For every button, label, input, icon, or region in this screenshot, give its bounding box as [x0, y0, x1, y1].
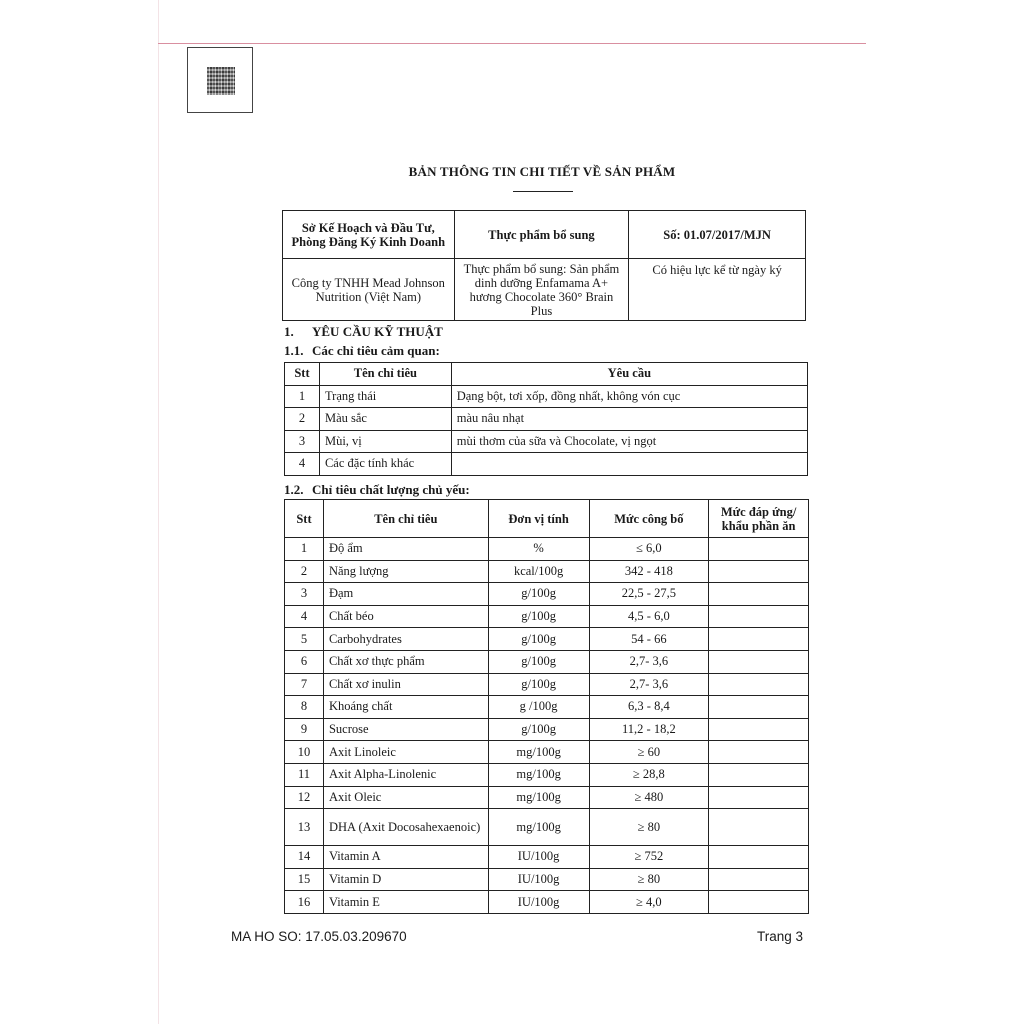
row-index: 9: [285, 718, 324, 741]
section-number: 1.2.: [284, 482, 304, 497]
declared-level: 22,5 - 27,5: [589, 583, 709, 606]
serving-level: [709, 809, 809, 846]
unit: mg/100g: [488, 763, 589, 786]
criterion-name: Axit Oleic: [323, 786, 488, 809]
table-row: [285, 628, 809, 651]
criterion-name: Chất béo: [323, 605, 488, 628]
row-index: 10: [285, 741, 324, 764]
declared-level: ≤ 6,0: [589, 538, 709, 561]
info-category: Thực phẩm bổ sung: [454, 211, 629, 259]
table-row: [285, 430, 808, 453]
criterion-requirement: màu nâu nhạt: [451, 408, 807, 431]
declared-level: 54 - 66: [589, 628, 709, 651]
serving-level: [709, 718, 809, 741]
serving-level: [709, 741, 809, 764]
unit: g/100g: [488, 673, 589, 696]
unit: g/100g: [488, 605, 589, 628]
row-index: 3: [285, 583, 324, 606]
declared-level: ≥ 80: [589, 809, 709, 846]
column-header: Tên chỉ tiêu: [319, 363, 451, 386]
row-index: 3: [285, 430, 320, 453]
serving-level: [709, 605, 809, 628]
info-product-name: Thực phẩm bổ sung: Sản phẩm dinh dưỡng Enfamama A+ hương Chocolate 360° Brain Plus: [454, 259, 629, 321]
row-index: 1: [285, 385, 320, 408]
declared-level: ≥ 480: [589, 786, 709, 809]
page-top-rule: [158, 43, 866, 44]
table-row: [285, 696, 809, 719]
criterion-name: Vitamin E: [323, 891, 488, 914]
info-document-number: Số: 01.07/2017/MJN: [629, 211, 806, 259]
info-body-row: [283, 259, 806, 321]
criterion-name: Màu sắc: [319, 408, 451, 431]
serving-level: [709, 583, 809, 606]
document-title: BẢN THÔNG TIN CHI TIẾT VỀ SẢN PHẨM: [408, 164, 676, 179]
column-header: Tên chỉ tiêu: [323, 500, 488, 538]
table-header-row: [285, 363, 808, 386]
row-index: 2: [285, 560, 324, 583]
row-index: 16: [285, 891, 324, 914]
serving-level: [709, 891, 809, 914]
qr-code-icon: [207, 67, 235, 95]
column-header: Mức công bố: [589, 500, 709, 538]
unit: IU/100g: [488, 868, 589, 891]
row-index: 6: [285, 650, 324, 673]
serving-level: [709, 763, 809, 786]
table-row: [285, 650, 809, 673]
table-row: [285, 846, 809, 869]
column-header: Stt: [285, 363, 320, 386]
section-1-2-heading: [284, 482, 470, 498]
unit: kcal/100g: [488, 560, 589, 583]
table-row: [285, 453, 808, 476]
table-row: [285, 868, 809, 891]
declared-level: 4,5 - 6,0: [589, 605, 709, 628]
section-number: 1.: [284, 324, 294, 339]
page-margin-line: [158, 0, 159, 1024]
criterion-name: Đạm: [323, 583, 488, 606]
section-title: Các chỉ tiêu cảm quan:: [312, 343, 440, 358]
row-index: 14: [285, 846, 324, 869]
unit: IU/100g: [488, 891, 589, 914]
unit: g/100g: [488, 718, 589, 741]
serving-level: [709, 673, 809, 696]
serving-level: [709, 846, 809, 869]
declared-level: ≥ 28,8: [589, 763, 709, 786]
criterion-requirement: [451, 453, 807, 476]
table-row: [285, 763, 809, 786]
declared-level: 2,7- 3,6: [589, 650, 709, 673]
section-title: Chỉ tiêu chất lượng chủ yếu:: [312, 482, 470, 497]
criterion-name: Các đặc tính khác: [319, 453, 451, 476]
info-company: Công ty TNHH Mead Johnson Nutrition (Việt Nam): [283, 259, 455, 321]
serving-level: [709, 560, 809, 583]
table-row: [285, 560, 809, 583]
row-index: 13: [285, 809, 324, 846]
section-title: YÊU CẦU KỸ THUẬT: [312, 324, 443, 339]
criterion-requirement: mùi thơm của sữa và Chocolate, vị ngọt: [451, 430, 807, 453]
quality-criteria-table: [284, 499, 809, 914]
unit: %: [488, 538, 589, 561]
declared-level: 2,7- 3,6: [589, 673, 709, 696]
row-index: 15: [285, 868, 324, 891]
unit: g/100g: [488, 583, 589, 606]
unit: mg/100g: [488, 741, 589, 764]
serving-level: [709, 786, 809, 809]
quality-table-body: [285, 538, 809, 914]
table-row: [285, 385, 808, 408]
criterion-name: Axit Alpha-Linolenic: [323, 763, 488, 786]
declared-level: ≥ 60: [589, 741, 709, 764]
section-1-1-heading: [284, 343, 440, 359]
criterion-name: Mùi, vị: [319, 430, 451, 453]
unit: g/100g: [488, 650, 589, 673]
row-index: 7: [285, 673, 324, 696]
criterion-name: DHA (Axit Docosahexaenoic): [323, 809, 488, 846]
criterion-name: Chất xơ thực phẩm: [323, 650, 488, 673]
info-authority: Sở Kế Hoạch và Đầu Tư, Phòng Đăng Ký Kinh Doanh: [283, 211, 455, 259]
table-header-row: [285, 500, 809, 538]
serving-level: [709, 538, 809, 561]
declared-level: ≥ 80: [589, 868, 709, 891]
table-row: [285, 605, 809, 628]
title-underline: [513, 191, 573, 192]
section-number: 1.1.: [284, 343, 304, 358]
table-row: [285, 408, 808, 431]
criterion-name: Trạng thái: [319, 385, 451, 408]
info-header-row: [283, 211, 806, 259]
criterion-name: Carbohydrates: [323, 628, 488, 651]
criterion-name: Năng lượng: [323, 560, 488, 583]
serving-level: [709, 868, 809, 891]
table-row: [285, 741, 809, 764]
row-index: 2: [285, 408, 320, 431]
unit: g /100g: [488, 696, 589, 719]
column-header: Stt: [285, 500, 324, 538]
table-row: [285, 786, 809, 809]
column-header: Mức đáp ứng/ khẩu phần ăn: [709, 500, 809, 538]
serving-level: [709, 696, 809, 719]
declared-level: ≥ 4,0: [589, 891, 709, 914]
serving-level: [709, 650, 809, 673]
column-header: Đơn vị tính: [488, 500, 589, 538]
table-row: [285, 538, 809, 561]
table-row: [285, 891, 809, 914]
declared-level: 6,3 - 8,4: [589, 696, 709, 719]
declared-level: 342 - 418: [589, 560, 709, 583]
row-index: 4: [285, 453, 320, 476]
row-index: 4: [285, 605, 324, 628]
criterion-name: Độ ẩm: [323, 538, 488, 561]
dossier-code: MA HO SO: 17.05.03.209670: [231, 929, 407, 944]
table-row: [285, 809, 809, 846]
unit: IU/100g: [488, 846, 589, 869]
criterion-name: Chất xơ inulin: [323, 673, 488, 696]
product-info-table: [282, 210, 806, 321]
unit: mg/100g: [488, 786, 589, 809]
table-row: [285, 673, 809, 696]
criterion-name: Khoáng chất: [323, 696, 488, 719]
column-header: Yêu cầu: [451, 363, 807, 386]
serving-level: [709, 628, 809, 651]
criterion-name: Sucrose: [323, 718, 488, 741]
criterion-name: Vitamin A: [323, 846, 488, 869]
unit: g/100g: [488, 628, 589, 651]
table-row: [285, 718, 809, 741]
declared-level: ≥ 752: [589, 846, 709, 869]
criterion-name: Vitamin D: [323, 868, 488, 891]
table-row: [285, 583, 809, 606]
qr-code-stamp: [187, 47, 253, 113]
row-index: 11: [285, 763, 324, 786]
declared-level: 11,2 - 18,2: [589, 718, 709, 741]
section-1-heading: [284, 324, 443, 340]
row-index: 5: [285, 628, 324, 651]
criterion-name: Axit Linoleic: [323, 741, 488, 764]
row-index: 1: [285, 538, 324, 561]
page-number: Trang 3: [756, 929, 803, 944]
row-index: 12: [285, 786, 324, 809]
info-validity: Có hiệu lực kể từ ngày ký: [629, 259, 806, 321]
row-index: 8: [285, 696, 324, 719]
sensory-criteria-table: [284, 362, 808, 476]
unit: mg/100g: [488, 809, 589, 846]
criterion-requirement: Dạng bột, tơi xốp, đồng nhất, không vón cục: [451, 385, 807, 408]
